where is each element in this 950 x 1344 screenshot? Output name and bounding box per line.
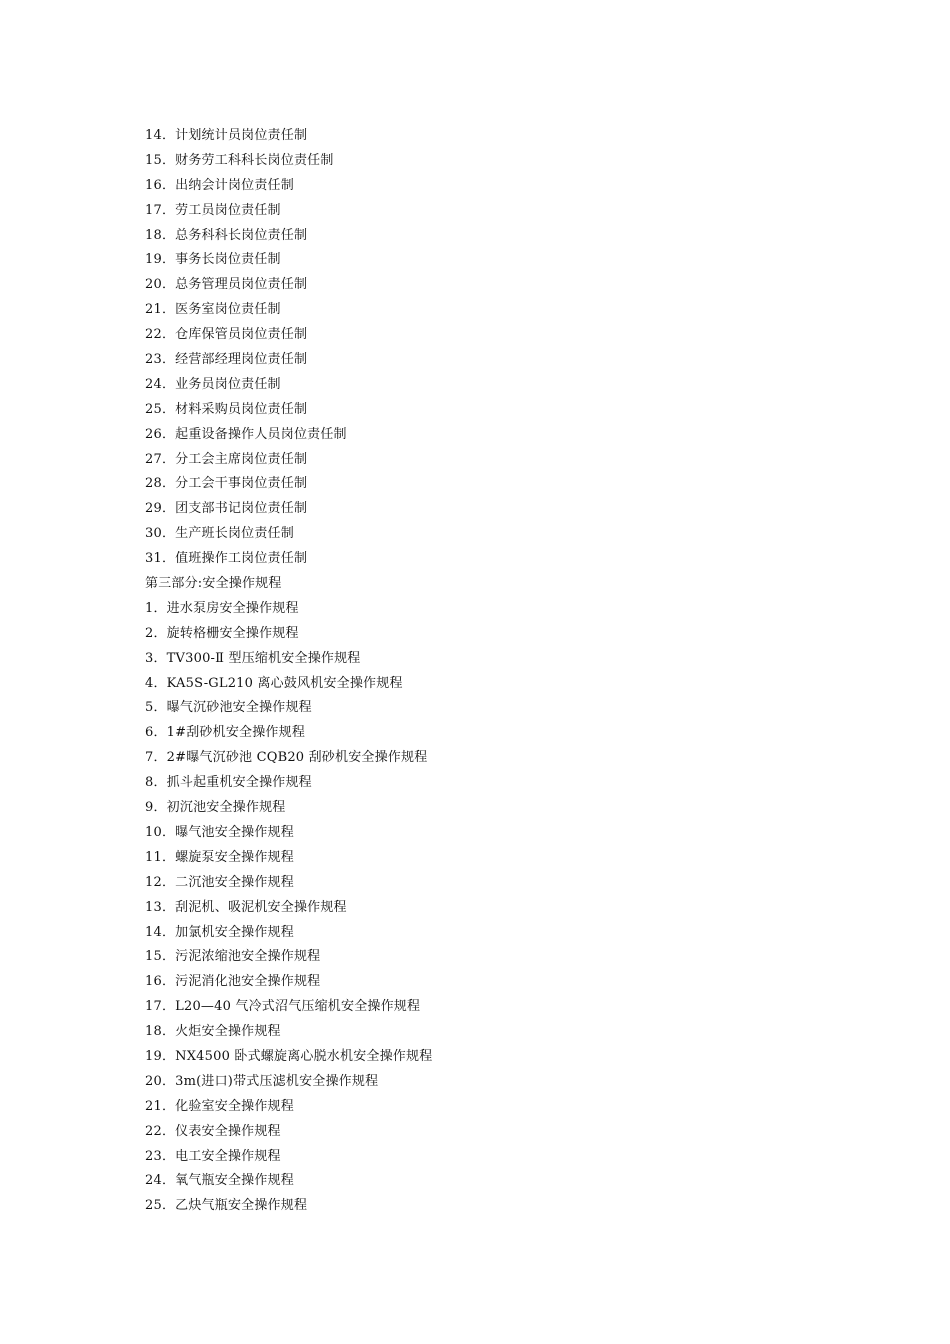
document-line: 18．火炬安全操作规程 [145,1024,281,1040]
document-line: 14．计划统计员岗位责任制 [145,128,308,143]
document-line: 5．曝气沉砂池安全操作规程 [145,700,312,716]
document-line: 第三部分:安全操作规程 [145,576,282,592]
document-line: 16．出纳会计岗位责任制 [145,177,294,193]
document-line: 26．起重设备操作人员岗位责任制 [145,426,347,442]
document-line: 28．分工会干事岗位责任制 [145,476,308,492]
document-line: 31．值班操作工岗位责任制 [145,551,308,567]
document-line: 20．3m(进口)带式压滤机安全操作规程 [145,1073,379,1089]
document-line: 27．分工会主席岗位责任制 [145,451,308,467]
document-line: 23．电工安全操作规程 [145,1148,281,1164]
document-line: 25．乙炔气瓶安全操作规程 [145,1198,308,1214]
document-line: 16．污泥消化池安全操作规程 [145,974,321,990]
document-line: 24．氧气瓶安全操作规程 [145,1173,294,1189]
document-line: 19．事务长岗位责任制 [145,252,281,268]
document-line: 29．团支部书记岗位责任制 [145,501,308,517]
document-line: 12．二沉池安全操作规程 [145,874,294,890]
document-line: 25．材料采购员岗位责任制 [145,401,308,417]
document-line: 14．加氯机安全操作规程 [145,924,294,940]
document-line: 15．污泥浓缩池安全操作规程 [145,949,321,965]
document-line: 2．旋转格栅安全操作规程 [145,625,299,641]
document-line: 17．L20—40 气冷式沼气压缩机安全操作规程 [145,999,421,1015]
document-line: 6．1#刮砂机安全操作规程 [145,725,306,741]
document-line: 18．总务科科长岗位责任制 [145,227,308,243]
document-line: 8．抓斗起重机安全操作规程 [145,775,312,791]
document-line: 20．总务管理员岗位责任制 [145,277,308,293]
document-line: 23．经营部经理岗位责任制 [145,352,308,368]
document-line: 11．螺旋泵安全操作规程 [145,849,294,865]
document-line: 19．NX4500 卧式螺旋离心脱水机安全操作规程 [145,1048,433,1064]
document-line: 9．初沉池安全操作规程 [145,800,286,816]
document-line: 17．劳工员岗位责任制 [145,202,281,218]
document-line: 1．进水泵房安全操作规程 [145,600,299,616]
document-line: 10．曝气池安全操作规程 [145,824,294,840]
document-line: 21．化验室安全操作规程 [145,1098,294,1114]
document-line: 22．仪表安全操作规程 [145,1123,281,1139]
document-line: 13．刮泥机、吸泥机安全操作规程 [145,899,347,915]
document-line: 7．2#曝气沉砂池 CQB20 刮砂机安全操作规程 [145,750,428,766]
document-line: 24．业务员岗位责任制 [145,376,281,392]
document-line: 21．医务室岗位责任制 [145,302,281,318]
document-list [145,124,432,1219]
document-line: 3．TV300-Ⅱ 型压缩机安全操作规程 [145,650,361,666]
document-line: 15．财务劳工科科长岗位责任制 [145,152,334,168]
document-line: 22．仓库保管员岗位责任制 [145,327,308,343]
document-line: 30．生产班长岗位责任制 [145,526,294,542]
document-line: 4．KA5S-GL210 离心鼓风机安全操作规程 [145,675,403,691]
